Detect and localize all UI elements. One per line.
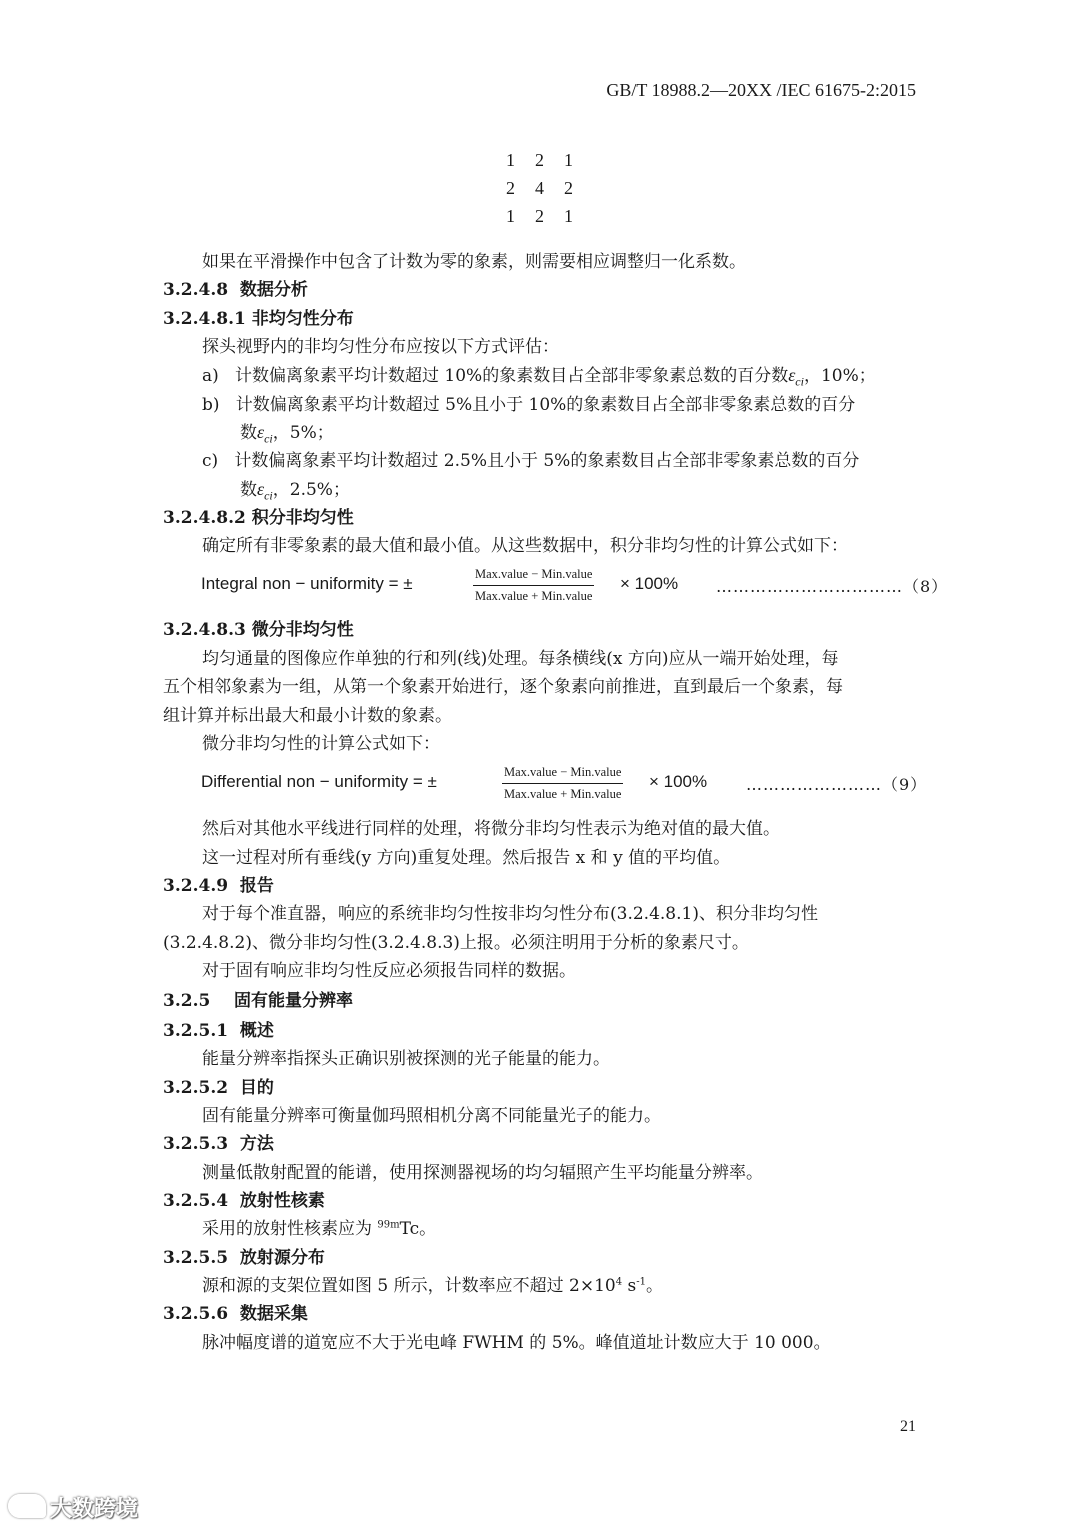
- source-distribution-text: 源和源的支架位置如图 5 所示，计数率应不超过 $2\times 10^4$ $s^{-1}$。: [202, 1276, 663, 1296]
- document-standard-number: GB/T 18988.2—20XX /IEC 61675-2:2015: [606, 80, 916, 100]
- section-heading-3251: 3.2.5.1 概述: [163, 1021, 274, 1041]
- report-para-line: (3.2.4.8.2)、微分非均匀性(3.2.4.8.3)上报。必须注明用于分析的象素尺寸。: [163, 933, 749, 953]
- matrix-cell: 1: [506, 150, 515, 170]
- matrix-cell: 2: [506, 178, 515, 198]
- equation-number-9: ……………………（9）: [746, 775, 928, 794]
- section-heading-3254: 3.2.5.4 放射性核素: [163, 1191, 325, 1211]
- radionuclide-text: 采用的放射性核素应为 $^{99m}$Tc。: [202, 1219, 437, 1239]
- integral-formula-fraction: [473, 567, 594, 604]
- list-item-c: c) 计数偏离象素平均计数超过 2.5%且小于 5%的象素数目占全部非零象素总数的百分: [202, 451, 860, 471]
- fraction-denominator: Max.value + Min.value: [504, 787, 622, 801]
- chat-bubble-icon: [8, 1494, 46, 1518]
- list-item-c-cont: 数$\varepsilon_{ci}$，2.5%；: [240, 479, 350, 503]
- smoothing-matrix-row-2: [496, 178, 583, 199]
- list-item-b-cont: 数$\varepsilon_{ci}$，5%；: [240, 422, 334, 446]
- differential-formula-multiplier: × 100%: [649, 772, 708, 791]
- fraction-numerator: Max.value − Min.value: [502, 765, 623, 784]
- fraction-numerator: Max.value − Min.value: [473, 567, 594, 586]
- list-item-a: a) 计数偏离象素平均计数超过 10%的象素数目占全部非零象素总数的百分数$\varepsilon_{ci}$，10%；: [202, 365, 876, 389]
- differential-para-line: 均匀通量的图像应作单独的行和列(线)处理。每条横线(x 方向)应从一端开始处理，每: [202, 649, 839, 669]
- differential-para-line: 这一过程对所有垂线(y 方向)重复处理。然后报告 x 和 y 值的平均值。: [202, 848, 731, 868]
- smoothing-matrix-row-3: [496, 206, 583, 227]
- integral-intro: 确定所有非零象素的最大值和最小值。从这些数据中，积分非均匀性的计算公式如下：: [202, 536, 848, 556]
- nonuniformity-intro: 探头视野内的非均匀性分布应按以下方式评估：: [202, 337, 559, 357]
- smoothing-matrix-row-1: [496, 150, 583, 171]
- matrix-cell: 2: [535, 150, 544, 170]
- section-heading-3253: 3.2.5.3 方法: [163, 1134, 274, 1154]
- matrix-cell: 4: [535, 178, 544, 198]
- section-heading-3255: 3.2.5.5 放射源分布: [163, 1248, 325, 1268]
- integral-formula-multiplier: × 100%: [620, 574, 679, 593]
- list-item-b: b) 计数偏离象素平均计数超过 5%且小于 10%的象素数目占全部非零象素总数的百分: [202, 395, 856, 415]
- data-acquisition-text: 脉冲幅度谱的道宽应不大于光电峰 FWHM 的 5%。峰值道址计数应大于 10 000。: [202, 1333, 831, 1353]
- matrix-cell: 1: [564, 206, 573, 226]
- purpose-text: 固有能量分辨率可衡量伽玛照相机分离不同能量光子的能力。: [202, 1106, 661, 1126]
- fraction-denominator: Max.value + Min.value: [475, 589, 593, 603]
- matrix-cell: 1: [506, 206, 515, 226]
- watermark-text: 大数跨境: [50, 1497, 139, 1522]
- section-heading-3248: 3.2.4.8 数据分析: [163, 280, 308, 300]
- method-text: 测量低散射配置的能谱，使用探测器视场的均匀辐照产生平均能量分辨率。: [202, 1163, 763, 1183]
- report-para-line: 对于每个准直器，响应的系统非均匀性按非均匀性分布(3.2.4.8.1)、积分非均匀性: [202, 904, 818, 924]
- differential-formula-intro: 微分非均匀性的计算公式如下：: [202, 734, 440, 754]
- differential-para-line: 然后对其他水平线进行同样的处理，将微分非均匀性表示为绝对值的最大值。: [202, 819, 780, 839]
- section-heading-32482: 3.2.4.8.2 积分非均匀性: [163, 508, 354, 528]
- integral-formula-lhs: Integral non − uniformity = ±: [201, 574, 413, 593]
- section-heading-3256: 3.2.5.6 数据采集: [163, 1304, 308, 1324]
- section-heading-32483: 3.2.4.8.3 微分非均匀性: [163, 620, 354, 640]
- differential-para-line: 五个相邻象素为一组，从第一个象素开始进行，逐个象素向前推进，直到最后一个象素，每: [163, 677, 843, 697]
- matrix-cell: 2: [535, 206, 544, 226]
- section-heading-325: 3.2.5 固有能量分辨率: [163, 991, 354, 1011]
- differential-para-line: 组计算并标出最大和最小计数的象素。: [163, 706, 452, 726]
- equation-number-8: ……………………………（8）: [716, 577, 949, 596]
- section-heading-3252: 3.2.5.2 目的: [163, 1078, 274, 1098]
- matrix-cell: 1: [564, 150, 573, 170]
- report-para-line: 对于固有响应非均匀性反应必须报告同样的数据。: [202, 961, 576, 981]
- overview-text: 能量分辨率指探头正确识别被探测的光子能量的能力。: [202, 1049, 610, 1069]
- differential-formula-fraction: [502, 765, 623, 802]
- section-heading-32481: 3.2.4.8.1 非均匀性分布: [163, 309, 354, 329]
- matrix-cell: 2: [564, 178, 573, 198]
- watermark: [8, 1492, 138, 1523]
- differential-formula-lhs: Differential non − uniformity = ±: [201, 772, 437, 791]
- page-number: 21: [900, 1418, 916, 1435]
- section-heading-3249: 3.2.4.9 报告: [163, 876, 274, 896]
- smoothing-note: 如果在平滑操作中包含了计数为零的象素，则需要相应调整归一化系数。: [202, 252, 746, 272]
